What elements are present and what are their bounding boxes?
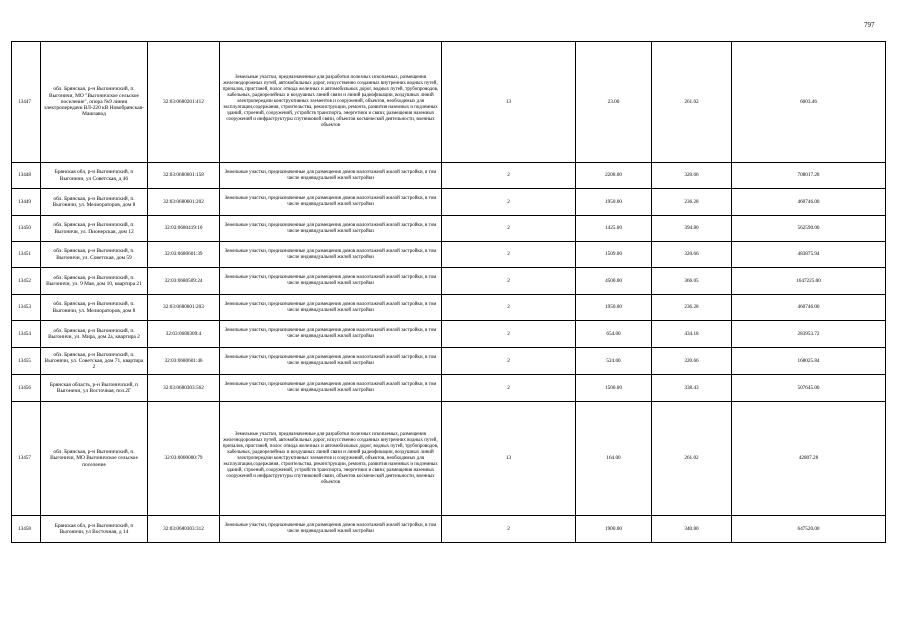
cadastral-number-cell: 32:03:0680419:10 bbox=[148, 216, 220, 242]
cadastral-value-cell: 42807.28 bbox=[732, 402, 886, 516]
address-cell: Брянская область, р-н Выгоничский, п Выгоничи, ул Восточная, поз.2Г bbox=[41, 375, 148, 402]
address-cell: обл. Брянская, р-н Выгоничский, п. Выгоничи, ул. Пионерская, дом 12 bbox=[41, 216, 148, 242]
cadastral-number-cell: 32:03:0680601:202 bbox=[148, 189, 220, 216]
cadastral-rate-cell: 320.66 bbox=[652, 242, 732, 268]
cadastral-value-cell: 483875.94 bbox=[732, 242, 886, 268]
area-cell: 2208.00 bbox=[576, 163, 652, 189]
cadastral-number-cell: 32:03:0680309:4 bbox=[148, 321, 220, 348]
land-use-cell: Земельные участки, предназначенные для размещения домов малоэтажной жилой застройки, в том числе индивидуальной жилой застройки bbox=[220, 348, 442, 375]
row-number: 13448 bbox=[12, 163, 41, 189]
table-row bbox=[12, 295, 886, 321]
area-cell: 23.00 bbox=[576, 42, 652, 163]
cadastral-value-cell: 1647225.00 bbox=[732, 268, 886, 295]
land-use-cell: Земельные участки, предназначенные для размещения домов малоэтажной жилой застройки, в том числе индивидуальной жилой застройки bbox=[220, 321, 442, 348]
row-number: 13457 bbox=[12, 402, 41, 516]
area-cell: 524.00 bbox=[576, 348, 652, 375]
table-row bbox=[12, 242, 886, 268]
cadastral-value-cell: 647520.00 bbox=[732, 516, 886, 543]
land-use-cell: Земельные участки, предназначенные для размещения домов малоэтажной жилой застройки, в том числе индивидуальной жилой застройки bbox=[220, 375, 442, 402]
address-cell: обл. Брянская, р-н Выгоничский, п. Выгоничи, ул. 9 Мая, дом 10, квартира 21 bbox=[41, 268, 148, 295]
land-use-cell: Земельные участки, предназначенные для размещения домов малоэтажной жилой застройки, в том числе индивидуальной жилой застройки bbox=[220, 216, 442, 242]
address-cell: обл. Брянская, р-н Выгоничский, п. Выгоничи, МО "Выгоничское сельское поселение", опора №9 линии электропередачи ВЛ-220 кВ Новобрянская-Машзавод bbox=[41, 42, 148, 163]
cadastral-value-cell: 460746.00 bbox=[732, 189, 886, 216]
cadastral-value-cell: 562590.00 bbox=[732, 216, 886, 242]
row-number: 13451 bbox=[12, 242, 41, 268]
table-row bbox=[12, 189, 886, 216]
table-row bbox=[12, 402, 886, 516]
cadastral-rate-cell: 320.66 bbox=[652, 348, 732, 375]
table-row bbox=[12, 321, 886, 348]
land-use-cell: Земельные участки, предназначенные для размещения домов малоэтажной жилой застройки, в том числе индивидуальной жилой застройки bbox=[220, 516, 442, 543]
row-number: 13454 bbox=[12, 321, 41, 348]
use-code-cell: 2 bbox=[442, 189, 576, 216]
use-code-cell: 13 bbox=[442, 42, 576, 163]
table-row bbox=[12, 216, 886, 242]
cadastral-rate-cell: 261.02 bbox=[652, 402, 732, 516]
land-use-cell: Земельные участки, предназначенные для размещения домов малоэтажной жилой застройки, в том числе индивидуальной жилой застройки bbox=[220, 163, 442, 189]
area-cell: 1950.00 bbox=[576, 189, 652, 216]
address-cell: обл. Брянская, р-н Выгоничский, п. Выгоничи, ул. Мелиораторов, дом 8 bbox=[41, 295, 148, 321]
cadastral-number-cell: 32:03:0680303:312 bbox=[148, 516, 220, 543]
use-code-cell: 2 bbox=[442, 516, 576, 543]
cadastral-number-cell: 32:03:0680303:562 bbox=[148, 375, 220, 402]
address-cell: обл. Брянская, р-н Выгоничский, п. Выгоничи, МО Выгоничское сельское поселение bbox=[41, 402, 148, 516]
use-code-cell: 2 bbox=[442, 242, 576, 268]
cadastral-number-cell: 32:03:0680601:46 bbox=[148, 348, 220, 375]
table-row bbox=[12, 516, 886, 543]
cadastral-number-cell: 32:03:0680601:39 bbox=[148, 242, 220, 268]
cadastral-number-cell: 32:03:0000000:79 bbox=[148, 402, 220, 516]
cadastral-number-cell: 32:03:0680601:203 bbox=[148, 295, 220, 321]
cadastral-rate-cell: 320.66 bbox=[652, 163, 732, 189]
table-row bbox=[12, 42, 886, 163]
cadastral-value-cell: 283953.72 bbox=[732, 321, 886, 348]
area-cell: 654.00 bbox=[576, 321, 652, 348]
cadastral-rate-cell: 236.28 bbox=[652, 189, 732, 216]
address-cell: обл. Брянская, р-н Выгоничский, п. Выгоничи, ул. Советская, дом 71, квартира 2 bbox=[41, 348, 148, 375]
address-cell: Брянская обл, р-н Выгоничский, п Выгоничи, ул Восточная, д 14 bbox=[41, 516, 148, 543]
area-cell: 4500.00 bbox=[576, 268, 652, 295]
cadastral-rate-cell: 340.80 bbox=[652, 516, 732, 543]
row-number: 13449 bbox=[12, 189, 41, 216]
cadastral-rate-cell: 434.18 bbox=[652, 321, 732, 348]
address-cell: обл. Брянская, р-н Выгоничский, п. Выгоничи, ул. Советская, дом 59 bbox=[41, 242, 148, 268]
use-code-cell: 2 bbox=[442, 216, 576, 242]
row-number: 13452 bbox=[12, 268, 41, 295]
area-cell: 1509.00 bbox=[576, 242, 652, 268]
cadastral-number-cell: 32:03:0680509:24 bbox=[148, 268, 220, 295]
land-use-cell: Земельные участки, предназначенные для размещения домов малоэтажной жилой застройки, в том числе индивидуальной жилой застройки bbox=[220, 295, 442, 321]
use-code-cell: 2 bbox=[442, 163, 576, 189]
area-cell: 1900.00 bbox=[576, 516, 652, 543]
land-use-cell: Земельные участки, предназначенные для размещения домов малоэтажной жилой застройки, в том числе индивидуальной жилой застройки bbox=[220, 242, 442, 268]
area-cell: 164.00 bbox=[576, 402, 652, 516]
area-cell: 1425.00 bbox=[576, 216, 652, 242]
row-number: 13453 bbox=[12, 295, 41, 321]
cadastral-number-cell: 32:03:0680601:158 bbox=[148, 163, 220, 189]
use-code-cell: 2 bbox=[442, 321, 576, 348]
address-cell: Брянская обл, р-н Выгоничский, п Выгоничи, ул Советская, д 46 bbox=[41, 163, 148, 189]
cadastral-value-cell: 708017.28 bbox=[732, 163, 886, 189]
table-row bbox=[12, 163, 886, 189]
cadastral-rate-cell: 236.28 bbox=[652, 295, 732, 321]
row-number: 13455 bbox=[12, 348, 41, 375]
cadastral-rate-cell: 394.80 bbox=[652, 216, 732, 242]
row-number: 13458 bbox=[12, 516, 41, 543]
table-row bbox=[12, 268, 886, 295]
use-code-cell: 13 bbox=[442, 402, 576, 516]
row-number: 13456 bbox=[12, 375, 41, 402]
area-cell: 1500.00 bbox=[576, 375, 652, 402]
land-use-cell: Земельные участки, предназначенные для разработки полезных ископаемых, размещения железнодорожных путей, автомобильных дорог, искусственно созданных внутренних водных путей, причалов, пристаней, полос отвода железных и автомобильных дорог, водных путей, трубопроводов, кабельных, радиорелейных и воздушных линий связи и линий радиофикации, воздушных линий электропередачи конструктивных элементов и сооружений, объектов, необходимых для эксплуатации,содержания, строительства, реконструкции, ремонта, развития наземных и подземных зданий, строений, сооружений, устройств транспорта, энергетики и связи; размещения наземных сооружений и инфраструктуры спутниковой связи, объектов космической деятельности, военных объектов bbox=[220, 42, 442, 163]
area-cell: 1950.00 bbox=[576, 295, 652, 321]
land-use-cell: Земельные участки, предназначенные для размещения домов малоэтажной жилой застройки, в том числе индивидуальной жилой застройки bbox=[220, 268, 442, 295]
cadastral-number-cell: 32:03:0680201:412 bbox=[148, 42, 220, 163]
address-cell: обл. Брянская, р-н Выгоничский, п. Выгоничи, ул. Мира, дом 2а, квартира 2 bbox=[41, 321, 148, 348]
page-number: 797 bbox=[864, 21, 875, 29]
cadastral-rate-cell: 366.05 bbox=[652, 268, 732, 295]
row-number: 13450 bbox=[12, 216, 41, 242]
cadastral-rate-cell: 338.43 bbox=[652, 375, 732, 402]
cadastral-value-cell: 507645.00 bbox=[732, 375, 886, 402]
table-row bbox=[12, 348, 886, 375]
use-code-cell: 2 bbox=[442, 295, 576, 321]
use-code-cell: 2 bbox=[442, 268, 576, 295]
cadastral-value-cell: 6003.46 bbox=[732, 42, 886, 163]
land-use-cell: Земельные участки, предназначенные для размещения домов малоэтажной жилой застройки, в том числе индивидуальной жилой застройки bbox=[220, 189, 442, 216]
land-use-cell: Земельные участки, предназначенные для разработки полезных ископаемых, размещения железнодорожных путей, автомобильных дорог, искусственно созданных внутренних водных путей, причалов, пристаней, полос отвода железных и автомобильных дорог, водных путей, трубопроводов, кабельных, радиорелейных и воздушных линий связи и линий радиофикации, воздушных линий электропередачи конструктивных элементов и сооружений, объектов, необходимых для эксплуатации,содержания, строительства, реконструкции, ремонта, развития наземных и подземных зданий, строений, сооружений, устройств транспорта, энергетики и связи; размещения наземных сооружений и инфраструктуры спутниковой связи, объектов космической деятельности, военных объектов bbox=[220, 402, 442, 516]
use-code-cell: 2 bbox=[442, 348, 576, 375]
use-code-cell: 2 bbox=[442, 375, 576, 402]
cadastral-value-cell: 168025.84 bbox=[732, 348, 886, 375]
land-register-table bbox=[11, 41, 886, 543]
row-number: 13447 bbox=[12, 42, 41, 163]
table-row bbox=[12, 375, 886, 402]
cadastral-rate-cell: 261.02 bbox=[652, 42, 732, 163]
cadastral-value-cell: 460746.00 bbox=[732, 295, 886, 321]
address-cell: обл. Брянская, р-н Выгоничский, п. Выгоничи, ул. Мелиораторов, дом 8 bbox=[41, 189, 148, 216]
